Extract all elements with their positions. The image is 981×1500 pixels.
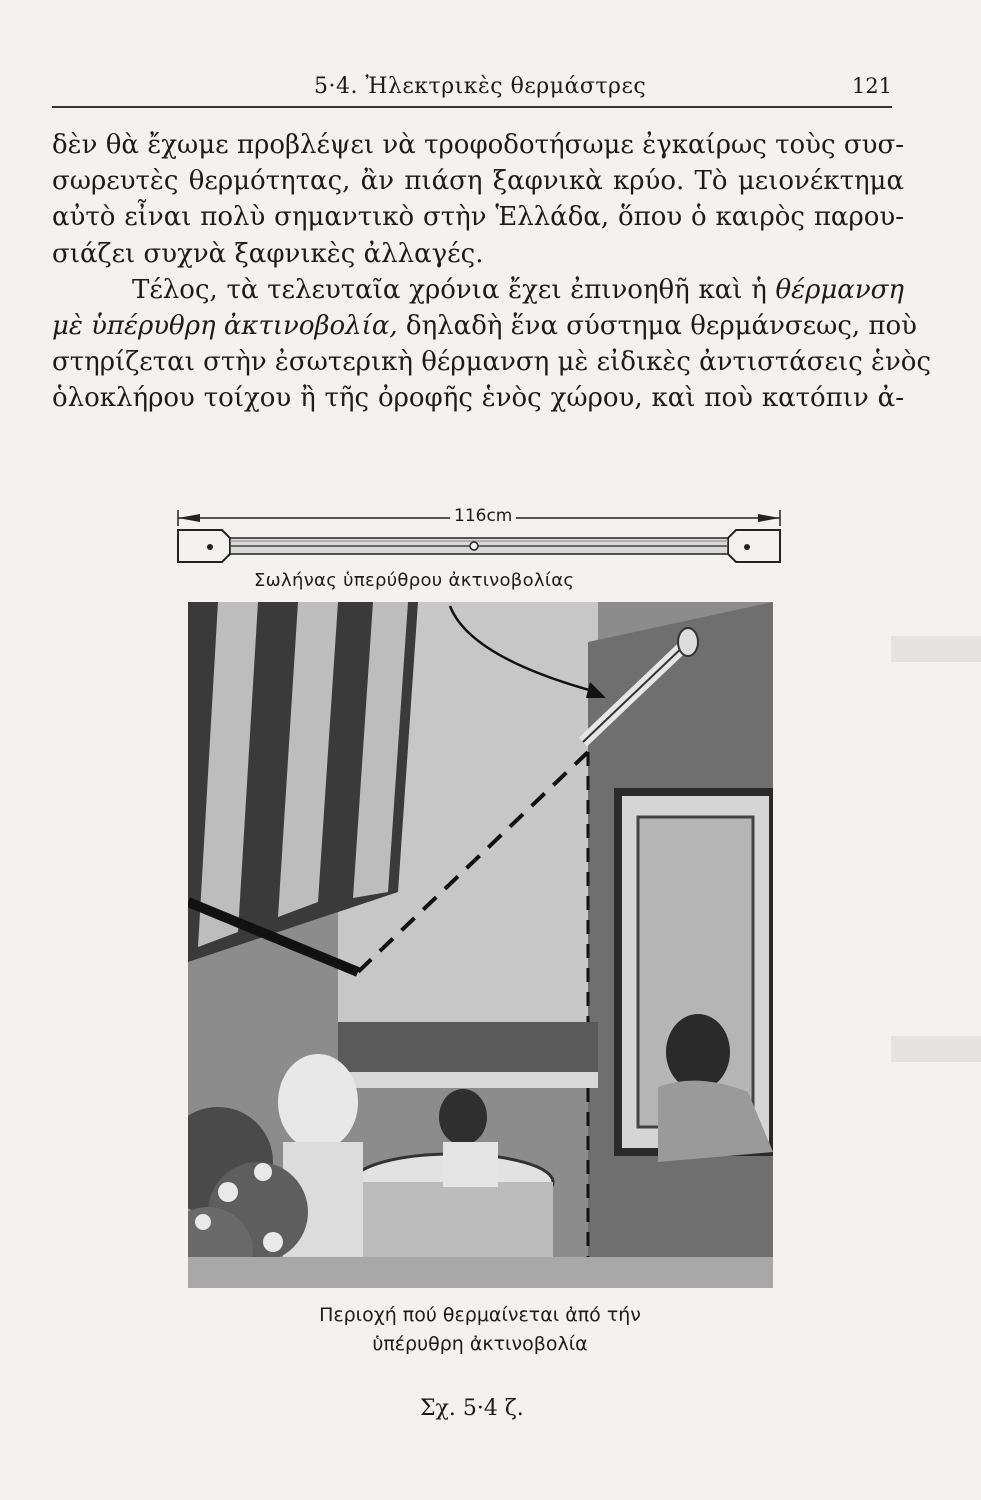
text-run: Τέλος, τὰ τελευταῖα χρόνια ἔχει ἐπινοηθῆ καὶ ἡ [132, 274, 776, 305]
running-title: 5·4. Ἠλεκτρικὲς θερμάστρες [314, 74, 647, 99]
text-line: αὐτὸ εἶναι πολὺ σημαντικὸ στὴν Ἑλλάδα, ὅπου ὁ καιρὸς παρου- [52, 202, 904, 233]
text-line: σωρευτὲς θερμότητας, ἂν πιάση ξαφνικὰ κρύο. Τὸ μειονέκτημα [52, 166, 904, 197]
text-line: σιάζει συχνὰ ξαφνικὲς ἀλλαγές. [52, 238, 484, 269]
photo-caption-line: ὑπέρυθρη ἀκτινοβολία [372, 1333, 588, 1355]
paragraph-start-line [52, 272, 904, 308]
italic-term: μὲ ὑπέρυθρη ἀκτινοβολία, [52, 310, 398, 341]
text-line [52, 308, 917, 344]
body-text [52, 127, 932, 417]
text-run: δηλαδὴ ἕνα σύστημα θερμάνσεως, ποὺ [397, 310, 917, 341]
pointer-arrow [430, 598, 630, 718]
rod-caption: Σωλήνας ὑπερύθρου ἀκτινοβολίας [254, 570, 575, 591]
page-header [52, 74, 892, 104]
photo-caption [200, 1301, 760, 1359]
text-line: δὲν θὰ ἔχωμε προβλέψει νὰ τροφοδοτήσωμε ἐγκαίρως τοὺς συσ- [52, 130, 904, 160]
bleed-through-mark [891, 1036, 981, 1062]
text-line: ὁλοκλήρου τοίχου ἢ τῆς ὀροφῆς ἑνὸς χώρου, καὶ ποὺ κατόπιν ἀ- [52, 383, 904, 414]
infrared-rod-drawing [174, 506, 786, 574]
italic-term: θέρμανση [775, 274, 904, 305]
bleed-through-mark [891, 636, 981, 662]
text-line: στηρίζεται στὴν ἐσωτερικὴ θέρμανση μὲ εἰδικὲς ἀντιστάσεις ἑνὸς [52, 347, 932, 378]
figure-label: Σχ. 5·4 ζ. [420, 1396, 524, 1421]
header-rule [52, 106, 892, 108]
page-number: 121 [851, 74, 892, 98]
photo-caption-line: Περιοχή πού θερμαίνεται ἀπό τήν [319, 1304, 641, 1326]
dimension-label: 116cm [450, 506, 516, 526]
